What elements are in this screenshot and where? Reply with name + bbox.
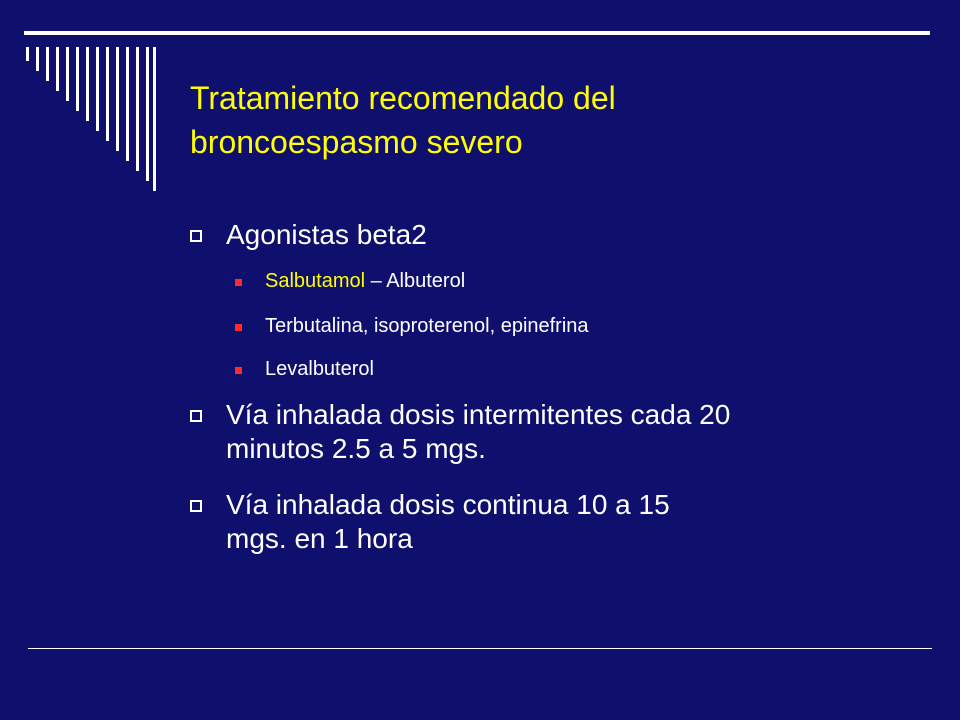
square-bullet-icon (235, 367, 242, 374)
bottom-rule (28, 648, 932, 649)
bullet-dosis-intermitentes (190, 398, 910, 466)
slide-title (190, 76, 890, 164)
title-line-1: Tratamiento recomendado del (190, 80, 616, 116)
bullet-agonistas (190, 218, 890, 252)
hollow-square-bullet-icon (190, 230, 202, 242)
bullet-text: Agonistas beta2 (226, 219, 427, 250)
bullet-dosis-continua (190, 488, 910, 556)
decorative-bar (153, 47, 156, 191)
highlighted-drug: Salbutamol (265, 270, 366, 292)
drug-alias: – Albuterol (365, 270, 466, 292)
sub-bullet-text: Levalbuterol (265, 358, 374, 380)
sub-bullet-text (265, 268, 465, 294)
hollow-square-bullet-icon (190, 410, 202, 422)
bullet-line-2: minutos 2.5 a 5 mgs. (226, 433, 486, 464)
decorative-bar (146, 47, 149, 181)
hollow-square-bullet-icon (190, 500, 202, 512)
decorative-bar (56, 47, 59, 91)
sub-bullet-text: Terbutalina, isoproterenol, epinefrina (265, 315, 589, 337)
decorative-bar (126, 47, 129, 161)
decorative-bar (86, 47, 89, 121)
bullet-line-1: Vía inhalada dosis intermitentes cada 20 (226, 399, 731, 430)
top-rule (24, 31, 930, 35)
sub-bullet-levalbuterol (235, 356, 835, 382)
sub-bullet-terbutalina (235, 313, 835, 339)
title-line-2: broncoespasmo severo (190, 124, 523, 160)
decorative-bar (136, 47, 139, 171)
bullet-line-2: mgs. en 1 hora (226, 523, 413, 554)
decorative-bar (96, 47, 99, 131)
decorative-bar (66, 47, 69, 101)
decorative-bar (46, 47, 49, 81)
decorative-bar (76, 47, 79, 111)
sub-bullet-salbutamol (235, 268, 835, 294)
decorative-bar (116, 47, 119, 151)
bullet-line-1: Vía inhalada dosis continua 10 a 15 (226, 489, 670, 520)
square-bullet-icon (235, 324, 242, 331)
decorative-bar (106, 47, 109, 141)
decorative-bar (36, 47, 39, 71)
square-bullet-icon (235, 279, 242, 286)
decorative-bar (26, 47, 29, 61)
